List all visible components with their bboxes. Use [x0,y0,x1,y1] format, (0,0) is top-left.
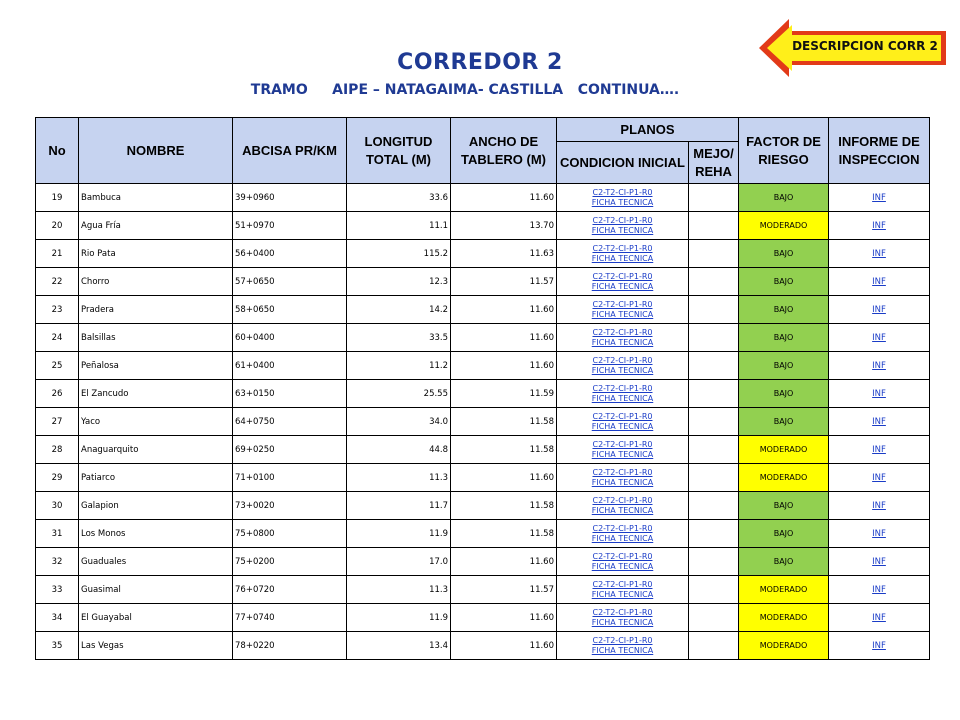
header-no: No [36,118,79,184]
table-row [36,352,930,380]
cell-longitud: 11.3 [347,576,451,604]
cell-mejora [689,520,739,548]
table-row [36,436,930,464]
cell-no: 25 [36,352,79,380]
cell-informe [829,492,930,520]
cell-ancho: 11.60 [451,632,557,660]
cell-no: 34 [36,604,79,632]
cell-riesgo: MODERADO [739,576,829,604]
ficha-tecnica-link[interactable]: FICHA TECNICA [591,449,654,459]
cell-plano [557,576,689,604]
cell-no: 27 [36,408,79,436]
cell-mejora [689,380,739,408]
cell-abcisa: 64+0750 [233,408,347,436]
cell-nombre: Rio Pata [79,240,233,268]
table-row [36,380,930,408]
cell-nombre: Galapion [79,492,233,520]
informe-link[interactable]: INF [872,304,886,315]
plano-link[interactable]: C2-T2-CI-P1-R0 [592,327,653,337]
cell-riesgo: MODERADO [739,464,829,492]
informe-link[interactable]: INF [872,248,886,259]
cell-longitud: 33.6 [347,184,451,212]
cell-abcisa: 76+0720 [233,576,347,604]
cell-no: 21 [36,240,79,268]
cell-nombre: Anaguarquito [79,436,233,464]
cell-ancho: 11.60 [451,296,557,324]
cell-plano [557,268,689,296]
cell-ancho: 11.60 [451,324,557,352]
table-row [36,268,930,296]
cell-longitud: 44.8 [347,436,451,464]
cell-nombre: Balsillas [79,324,233,352]
informe-link[interactable]: INF [872,192,886,203]
cell-riesgo: BAJO [739,184,829,212]
ficha-tecnica-link[interactable]: FICHA TECNICA [591,253,654,263]
cell-ancho: 11.58 [451,520,557,548]
plano-link[interactable]: C2-T2-CI-P1-R0 [592,299,653,309]
plano-link[interactable]: C2-T2-CI-P1-R0 [592,187,653,197]
cell-no: 20 [36,212,79,240]
plano-link[interactable]: C2-T2-CI-P1-R0 [592,607,653,617]
cell-plano [557,212,689,240]
cell-abcisa: 75+0200 [233,548,347,576]
table-row [36,212,930,240]
table-row [36,576,930,604]
cell-riesgo: BAJO [739,380,829,408]
cell-mejora [689,324,739,352]
cell-abcisa: 69+0250 [233,436,347,464]
ficha-tecnica-link[interactable]: FICHA TECNICA [591,197,654,207]
cell-informe [829,436,930,464]
cell-riesgo: BAJO [739,352,829,380]
ficha-tecnica-link[interactable]: FICHA TECNICA [591,477,654,487]
cell-plano [557,492,689,520]
table-row [36,240,930,268]
cell-no: 22 [36,268,79,296]
ficha-tecnica-link[interactable]: FICHA TECNICA [591,505,654,515]
cell-informe [829,408,930,436]
cell-plano [557,604,689,632]
plano-link[interactable]: C2-T2-CI-P1-R0 [592,439,653,449]
informe-link[interactable]: INF [872,416,886,427]
header-condicion: CONDICION INICIAL [557,142,689,184]
cell-informe [829,240,930,268]
cell-longitud: 12.3 [347,268,451,296]
cell-riesgo: MODERADO [739,436,829,464]
cell-nombre: Pradera [79,296,233,324]
cell-informe [829,212,930,240]
table-row [36,604,930,632]
descripcion-corr-2-button[interactable] [755,17,950,79]
cell-riesgo: BAJO [739,240,829,268]
cell-nombre: Patiarco [79,464,233,492]
cell-longitud: 17.0 [347,548,451,576]
header-longitud: LONGITUD TOTAL (M) [347,118,451,184]
cell-longitud: 11.1 [347,212,451,240]
cell-plano [557,520,689,548]
cell-nombre: Guaduales [79,548,233,576]
cell-plano [557,436,689,464]
cell-no: 19 [36,184,79,212]
cell-mejora [689,184,739,212]
cell-riesgo: BAJO [739,268,829,296]
cell-informe [829,324,930,352]
ficha-tecnica-link[interactable]: FICHA TECNICA [591,365,654,375]
plano-link[interactable]: C2-T2-CI-P1-R0 [592,411,653,421]
cell-mejora [689,212,739,240]
plano-link[interactable]: C2-T2-CI-P1-R0 [592,635,653,645]
informe-link[interactable]: INF [872,640,886,651]
cell-ancho: 11.60 [451,464,557,492]
ficha-tecnica-link[interactable]: FICHA TECNICA [591,309,654,319]
ficha-tecnica-link[interactable]: FICHA TECNICA [591,337,654,347]
cell-no: 28 [36,436,79,464]
cell-abcisa: 61+0400 [233,352,347,380]
cell-ancho: 11.63 [451,240,557,268]
cell-plano [557,296,689,324]
cell-ancho: 13.70 [451,212,557,240]
informe-link[interactable]: INF [872,360,886,371]
cell-riesgo: BAJO [739,548,829,576]
cell-nombre: Chorro [79,268,233,296]
cell-plano [557,380,689,408]
cell-informe [829,184,930,212]
cell-mejora [689,632,739,660]
table-row [36,184,930,212]
plano-link[interactable]: C2-T2-CI-P1-R0 [592,495,653,505]
cell-informe [829,268,930,296]
cell-longitud: 25.55 [347,380,451,408]
table-row [36,324,930,352]
ficha-tecnica-link[interactable]: FICHA TECNICA [591,645,654,655]
cell-informe [829,380,930,408]
cell-nombre: Yaco [79,408,233,436]
cell-longitud: 11.7 [347,492,451,520]
informe-link[interactable]: INF [872,528,886,539]
header-riesgo: FACTOR DE RIESGO [739,118,829,184]
ficha-tecnica-link[interactable]: FICHA TECNICA [591,533,654,543]
cell-no: 33 [36,576,79,604]
cell-mejora [689,436,739,464]
cell-ancho: 11.58 [451,492,557,520]
cell-nombre: Peñalosa [79,352,233,380]
ficha-tecnica-link[interactable]: FICHA TECNICA [591,589,654,599]
cell-mejora [689,576,739,604]
cell-mejora [689,548,739,576]
table-row [36,632,930,660]
ficha-tecnica-link[interactable]: FICHA TECNICA [591,393,654,403]
header-informe: INFORME DE INSPECCION [829,118,930,184]
plano-link[interactable]: C2-T2-CI-P1-R0 [592,383,653,393]
cell-mejora [689,464,739,492]
cell-no: 29 [36,464,79,492]
cell-mejora [689,604,739,632]
informe-link[interactable]: INF [872,612,886,623]
cell-riesgo: BAJO [739,408,829,436]
cell-informe [829,352,930,380]
cell-abcisa: 39+0960 [233,184,347,212]
table-row [36,492,930,520]
cell-informe [829,296,930,324]
cell-plano [557,324,689,352]
informe-link[interactable]: INF [872,584,886,595]
cell-mejora [689,268,739,296]
cell-riesgo: MODERADO [739,212,829,240]
ficha-tecnica-link[interactable]: FICHA TECNICA [591,281,654,291]
cell-longitud: 11.9 [347,604,451,632]
cell-plano [557,240,689,268]
cell-riesgo: MODERADO [739,604,829,632]
cell-ancho: 11.57 [451,576,557,604]
cell-ancho: 11.60 [451,548,557,576]
table-row [36,548,930,576]
informe-link[interactable]: INF [872,276,886,287]
table-row [36,408,930,436]
cell-no: 32 [36,548,79,576]
informe-link[interactable]: INF [872,220,886,231]
cell-informe [829,520,930,548]
header-planos: PLANOS [557,118,739,142]
cell-nombre: El Zancudo [79,380,233,408]
cell-ancho: 11.58 [451,436,557,464]
informe-link[interactable]: INF [872,444,886,455]
cell-informe [829,604,930,632]
plano-link[interactable]: C2-T2-CI-P1-R0 [592,551,653,561]
cell-mejora [689,240,739,268]
ficha-tecnica-link[interactable]: FICHA TECNICA [591,225,654,235]
cell-no: 23 [36,296,79,324]
cell-plano [557,632,689,660]
cell-no: 35 [36,632,79,660]
cell-no: 24 [36,324,79,352]
page-title: CORREDOR 2 [397,50,563,75]
cell-ancho: 11.60 [451,352,557,380]
cell-informe [829,464,930,492]
cell-longitud: 11.2 [347,352,451,380]
cell-plano [557,464,689,492]
cell-nombre: Agua Fría [79,212,233,240]
informe-link[interactable]: INF [872,500,886,511]
cell-ancho: 11.58 [451,408,557,436]
cell-longitud: 33.5 [347,324,451,352]
ficha-tecnica-link[interactable]: FICHA TECNICA [591,617,654,627]
informe-link[interactable]: INF [872,556,886,567]
cell-mejora [689,492,739,520]
cell-ancho: 11.57 [451,268,557,296]
cell-longitud: 11.3 [347,464,451,492]
cell-ancho: 11.59 [451,380,557,408]
cell-abcisa: 58+0650 [233,296,347,324]
informe-link[interactable]: INF [872,388,886,399]
cell-abcisa: 57+0650 [233,268,347,296]
header-abcisa: ABCISA PR/KM [233,118,347,184]
plano-link[interactable]: C2-T2-CI-P1-R0 [592,523,653,533]
cell-abcisa: 75+0800 [233,520,347,548]
plano-link[interactable]: C2-T2-CI-P1-R0 [592,579,653,589]
cell-abcisa: 77+0740 [233,604,347,632]
cell-no: 26 [36,380,79,408]
informe-link[interactable]: INF [872,472,886,483]
puentes-table [35,117,930,660]
cell-riesgo: BAJO [739,324,829,352]
cell-mejora [689,352,739,380]
header-ancho: ANCHO DE TABLERO (M) [451,118,557,184]
cell-riesgo: MODERADO [739,632,829,660]
cell-nombre: Los Monos [79,520,233,548]
cell-riesgo: BAJO [739,520,829,548]
cell-abcisa: 71+0100 [233,464,347,492]
cell-riesgo: BAJO [739,296,829,324]
cell-abcisa: 51+0970 [233,212,347,240]
cell-nombre: El Guayabal [79,604,233,632]
cell-plano [557,184,689,212]
cell-no: 30 [36,492,79,520]
cell-informe [829,632,930,660]
cell-longitud: 115.2 [347,240,451,268]
cell-no: 31 [36,520,79,548]
informe-link[interactable]: INF [872,332,886,343]
cell-plano [557,352,689,380]
cell-abcisa: 63+0150 [233,380,347,408]
table-row [36,296,930,324]
cell-ancho: 11.60 [451,604,557,632]
cell-longitud: 14.2 [347,296,451,324]
cell-abcisa: 60+0400 [233,324,347,352]
cell-longitud: 34.0 [347,408,451,436]
table-row [36,520,930,548]
header-mejora: MEJO/ REHA [689,142,739,184]
plano-link[interactable]: C2-T2-CI-P1-R0 [592,355,653,365]
plano-link[interactable]: C2-T2-CI-P1-R0 [592,215,653,225]
descripcion-corr-2-label: DESCRIPCION CORR 2 [792,39,938,53]
cell-abcisa: 78+0220 [233,632,347,660]
cell-mejora [689,408,739,436]
table-row [36,464,930,492]
cell-informe [829,576,930,604]
plano-link[interactable]: C2-T2-CI-P1-R0 [592,467,653,477]
header-nombre: NOMBRE [79,118,233,184]
cell-riesgo: BAJO [739,492,829,520]
cell-longitud: 13.4 [347,632,451,660]
cell-abcisa: 56+0400 [233,240,347,268]
cell-longitud: 11.9 [347,520,451,548]
cell-informe [829,548,930,576]
cell-nombre: Guasimal [79,576,233,604]
cell-nombre: Las Vegas [79,632,233,660]
page-subtitle: TRAMO AIPE – NATAGAIMA- CASTILLA CONTINUA…. [250,82,680,98]
cell-abcisa: 73+0020 [233,492,347,520]
cell-mejora [689,296,739,324]
plano-link[interactable]: C2-T2-CI-P1-R0 [592,271,653,281]
cell-plano [557,408,689,436]
cell-nombre: Bambuca [79,184,233,212]
ficha-tecnica-link[interactable]: FICHA TECNICA [591,421,654,431]
plano-link[interactable]: C2-T2-CI-P1-R0 [592,243,653,253]
cell-ancho: 11.60 [451,184,557,212]
ficha-tecnica-link[interactable]: FICHA TECNICA [591,561,654,571]
cell-plano [557,548,689,576]
